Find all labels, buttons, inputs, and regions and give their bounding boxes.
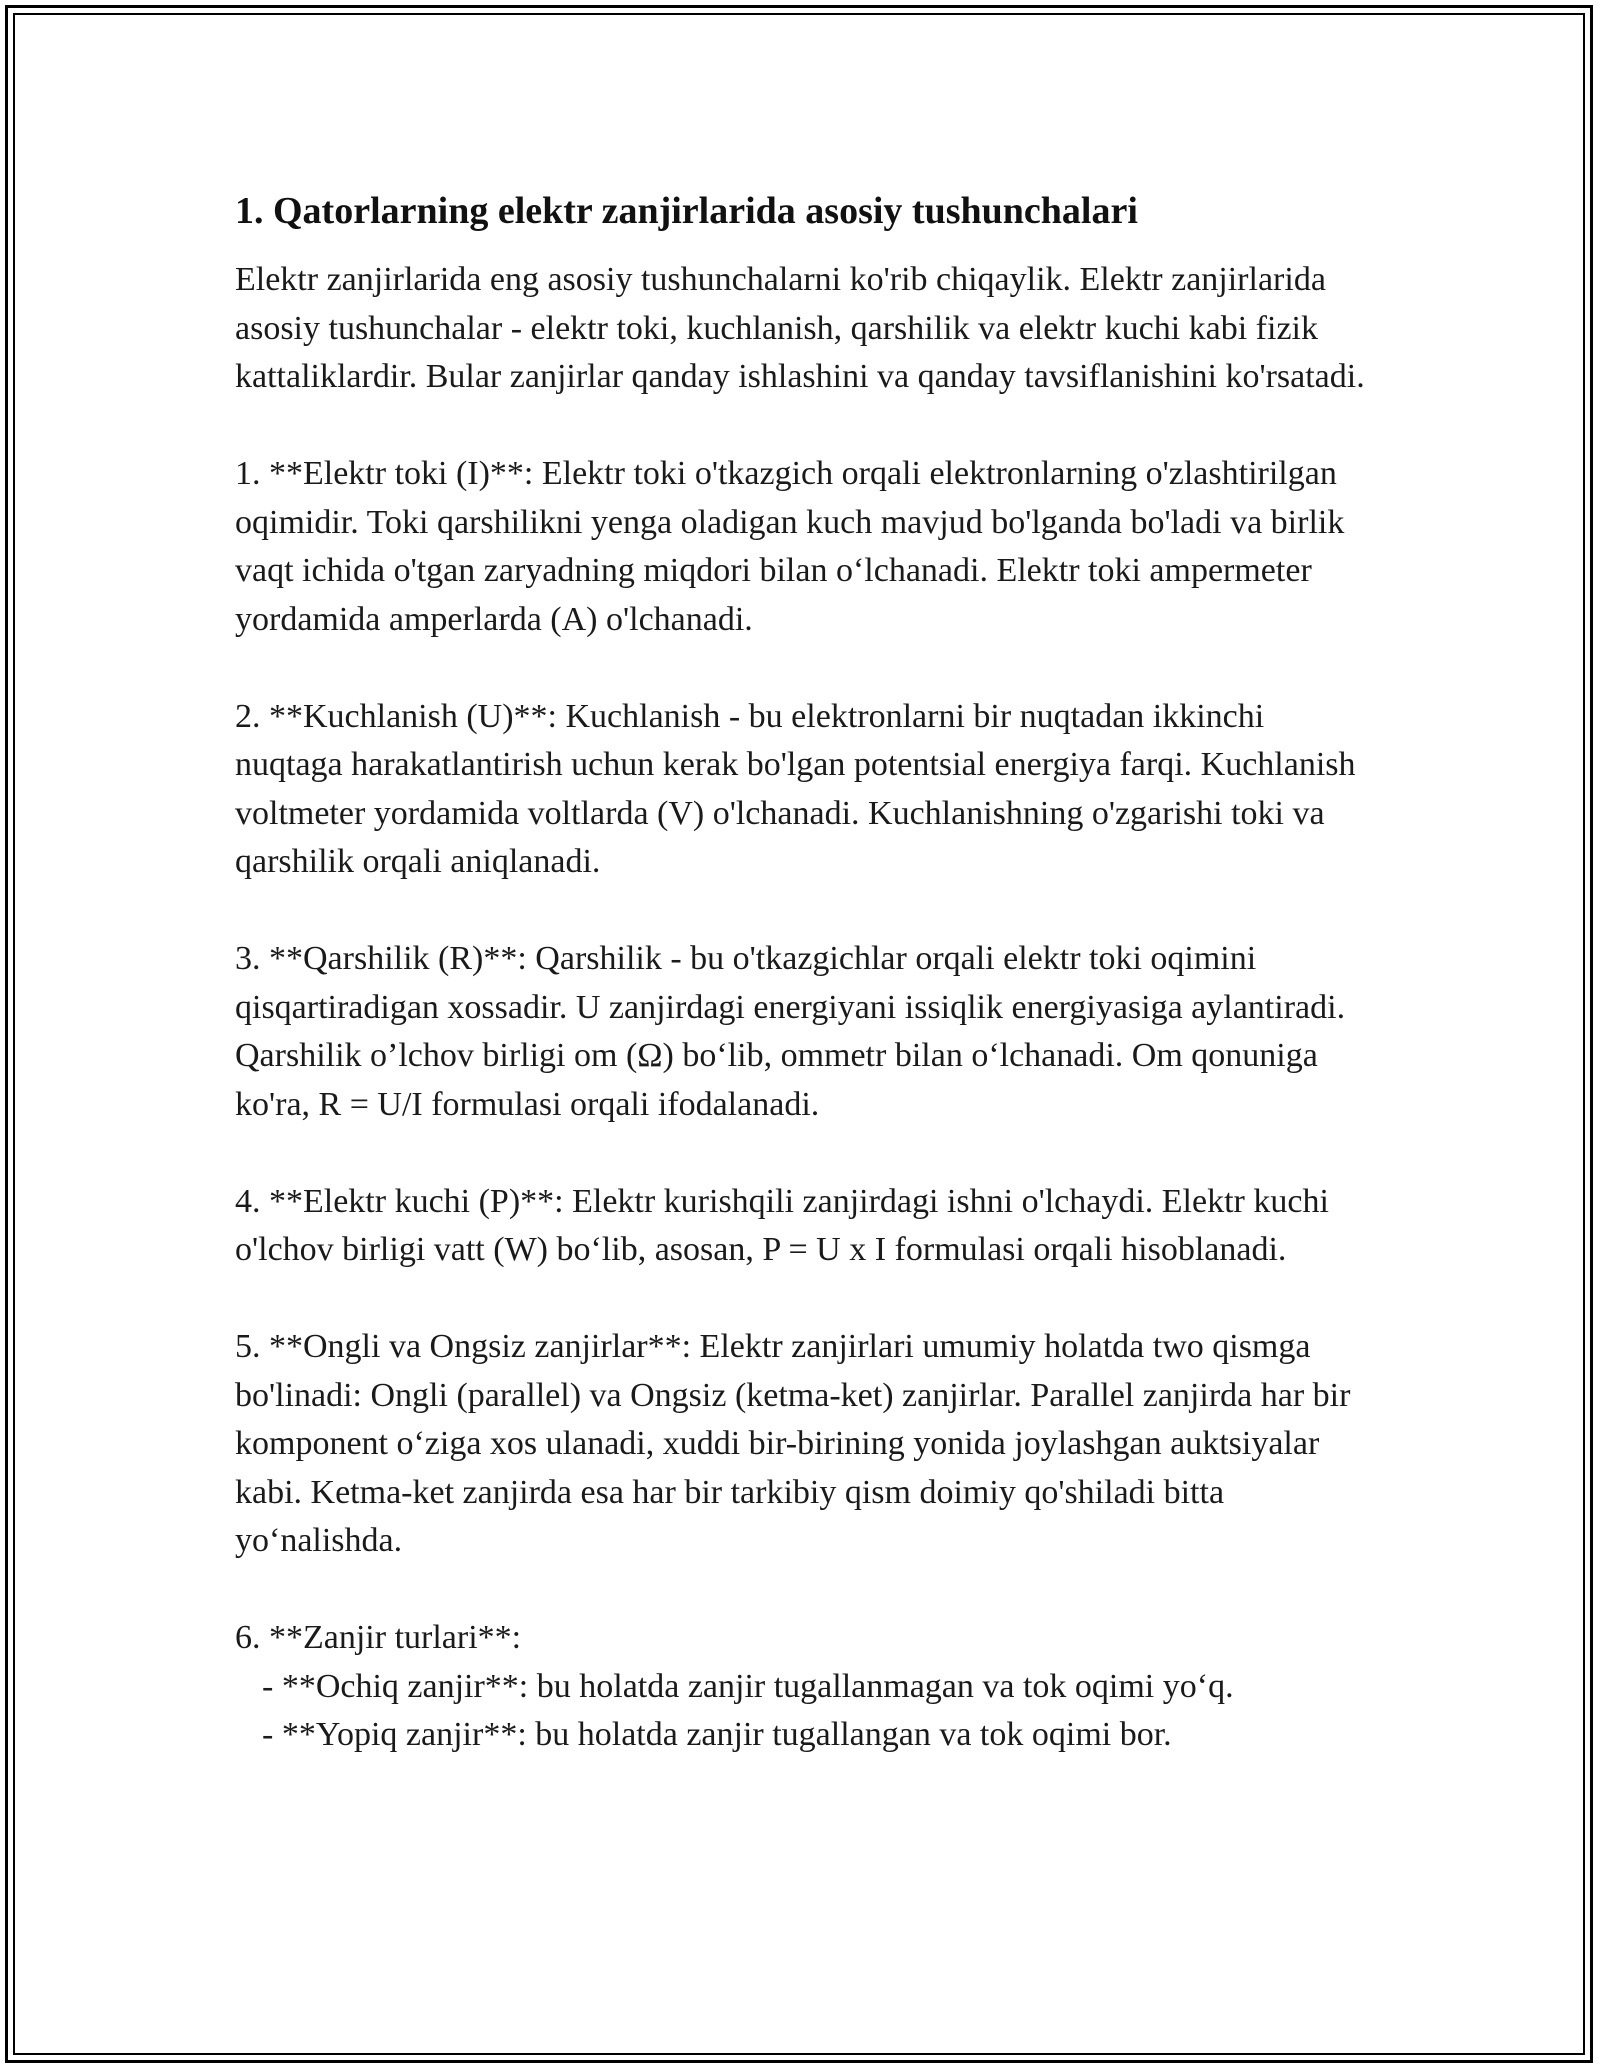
intro-paragraph: Elektr zanjirlarida eng asosiy tushunchalarni ko'rib chiqaylik. Elektr zanjirlarida asosiy tushunchalar - elektr toki, kuchlanish, qarshilik va elektr kuchi kabi fizik kattaliklardir. Bular zanjirlar qanday ishlashini va qanday tavsiflanishini ko'rsatadi. <box>235 261 1365 395</box>
item-circuit-connections: 5. **Ongli va Ongsiz zanjirlar**: Elektr zanjirlari umumiy holatda two qismga bo'linadi: Ongli (parallel) va Ongsiz (ketma-ket) zanjirlar. Parallel zanjirda har bir komponent o‘ziga xos ulanadi, xuddi bir-birining yonida joylashgan auktsiyalar kabi. Ketma-ket zanjirda esa har bir tarkibiy qism doimiy qo'shiladi bitta yo‘nalishda. <box>235 1328 1351 1559</box>
item-electric-power: 4. **Elektr kuchi (P)**: Elektr kurishqili zanjirdagi ishni o'lchaydi. Elektr kuchi o'lchov birligi vatt (W) bo‘lib, asosan, P = U x I formulasi orqali hisoblanadi. <box>235 1182 1329 1268</box>
item-resistance: 3. **Qarshilik (R)**: Qarshilik - bu o'tkazgichlar orqali elektr toki oqimini qisqartiradigan xossadir. U zanjirdagi energiyani issiqlik energiyasiga aylantiradi. Qarshilik o’lchov birligi om (Ω) bo‘lib, ommetr bilan o‘lchanadi. Om qonuniga ko'ra, R = U/I formulasi orqali ifodalanadi. <box>235 940 1346 1123</box>
open-circuit-item: - **Ochiq zanjir**: bu holatda zanjir tugallanmagan va tok oqimi yo‘q. <box>262 1667 1234 1705</box>
document-body <box>235 186 1365 1760</box>
document-title: 1. Qatorlarning elektr zanjirlarida asosiy tushunchalari <box>235 190 1138 232</box>
item-voltage: 2. **Kuchlanish (U)**: Kuchlanish - bu elektronlarni bir nuqtadan ikkinchi nuqtaga harakatlantirish uchun kerak bo'lgan potentsial energiya farqi. Kuchlanish voltmeter yordamida voltlarda (V) o'lchanadi. Kuchlanishning o'zgarishi toki va qarshilik orqali aniqlanadi. <box>235 697 1356 880</box>
circuit-types-section <box>235 1614 1365 1760</box>
circuit-types-heading: 6. **Zanjir turlari**: <box>235 1619 522 1656</box>
closed-circuit-item: - **Yopiq zanjir**: bu holatda zanjir tugallangan va tok oqimi bor. <box>262 1716 1172 1753</box>
item-electric-current: 1. **Elektr toki (I)**: Elektr toki o'tkazgich orqali elektronlarning o'zlashtirilgan oqimidir. Toki qarshilikni yenga oladigan kuch mavjud bo'lganda bo'ladi va birlik vaqt ichida o'tgan zaryadning miqdori bilan o‘lchanadi. Elektr toki ampermeter yordamida amperlarda (A) o'lchanadi. <box>235 455 1345 638</box>
